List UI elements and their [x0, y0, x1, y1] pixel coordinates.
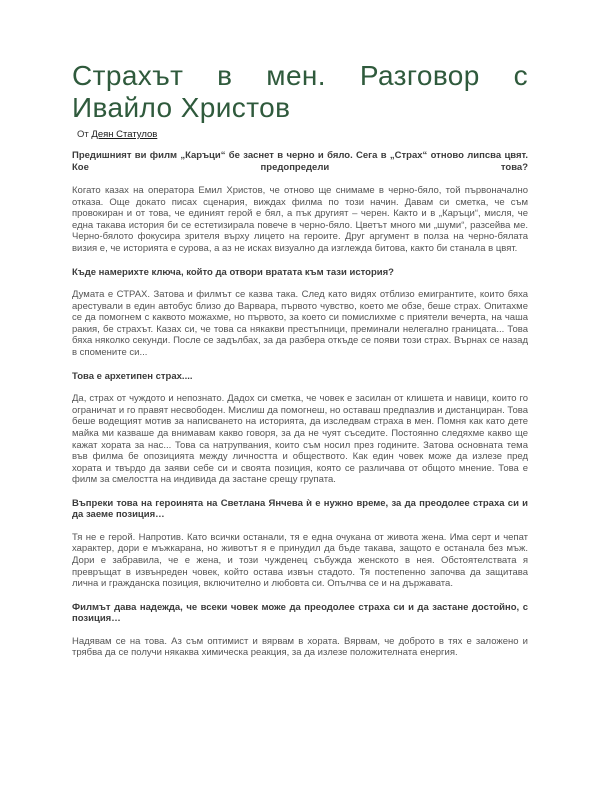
- answer-2: Думата е СТРАХ. Затова и филмът се казва така. След като видях отблизо емигрантите, които бяха арестували в един автобус близо до Варвара, първото чувство, което ме обзе, беше страх. Опитахме се да помогнем с каквото можахме, но първото, за което си помислихме с приятели вечерта, на чаша ракия, бе страхът. Казах си, че това са някакви престъпници, преминали нелегално границата... Това бяха няколко секунди. После се задълбах, за да разбера откъде се появи този страх. Върнах се назад в спомените си...: [72, 289, 528, 359]
- article: [72, 60, 528, 659]
- byline-prefix: От: [77, 129, 89, 140]
- question-1: Предишният ви филм „Каръци“ бе заснет в черно и бяло. Сега в „Страх“ отново липсва цвят. Кое предопредели това?: [72, 150, 528, 173]
- answer-1: Когато казах на оператора Емил Христов, че отново ще снимаме в черно-бяло, той първоначално отказа. Още докато писах сценария, виждах филма по този начин. Давам си сметка, че съм провокиран и от това, че единият герой е бял, а пък другият – черен. Както и в „Каръци“, мисля, че една такава история би се естетизирала повече в черно-бяло. Цветът много ми „шуми“, разсейва ме. Черно-бялото фокусира зрителя върху лицето на героите. Друг аргумент в полза на черно-бялата визия е, че историята е сурова, а аз не исках визуално да изглежда битова, както би станала в цвят.: [72, 185, 528, 254]
- byline: [72, 129, 528, 141]
- question-4: Въпреки това на героинята на Светлана Янчева ѝ е нужно време, за да преодолее страха си и да заеме позиция…: [72, 497, 528, 521]
- answer-3: Да, страх от чуждото и непознато. Дадох си сметка, че човек е засилан от клишета и навици, които го ограничат и го правят несвободен. Мислиш да помогнеш, но оставаш предпазлив и дистанциран. Това беше водещият мотив за написването на историята, да изследвам страха в мен. Помня как като дете майка ми казваше да внимавам какво говоря, за да не чуят съседите. Постоянно следяхме какво ще кажат хората за нас... Това са натрупвания, които съм носил през годините. Затова основната тема във филма бе опозицията между личността и обществото. Как един човек може да излезе пред хората и твърдо да заяви себе си и своята позиция, която се различава от общото мнение. Това е филм за смелостта на индивида да застане срещу групата.: [72, 393, 528, 486]
- author-link[interactable]: Деян Статулов: [91, 129, 158, 140]
- answer-4: Тя не е герой. Напротив. Като всички останали, тя е една очукана от живота жена. Има серт и чепат характер, дори е мъжкарана, но животът я е принудил да бъде такава, защото е останала без мъж. Дори е забравила, че е жена, и този чужденец събужда женското в нея. Обстоятелствата я превръщат в извънреден човек, който остава извън стадото. Тя постепенно започва да защитава лична и гражданска позиция, включително и любовта си. Опълчва се и на държавата.: [72, 531, 528, 590]
- question-5: Филмът дава надежда, че всеки човек може да преодолее страха си и да застане достойно, с позиция…: [72, 601, 528, 625]
- article-title: Страхът в мен. Разговор с Ивайло Христов: [72, 60, 528, 123]
- answer-5: Надявам се на това. Аз съм оптимист и вярвам в хората. Вярвам, че доброто в тях е заложено и трябва да се получи някаква химическа реакция, за да излезе положителната енергия.: [72, 635, 528, 659]
- question-2: Къде намерихте ключа, който да отвори вратата към тази история?: [72, 266, 394, 278]
- question-3: Това е архетипен страх....: [72, 370, 193, 382]
